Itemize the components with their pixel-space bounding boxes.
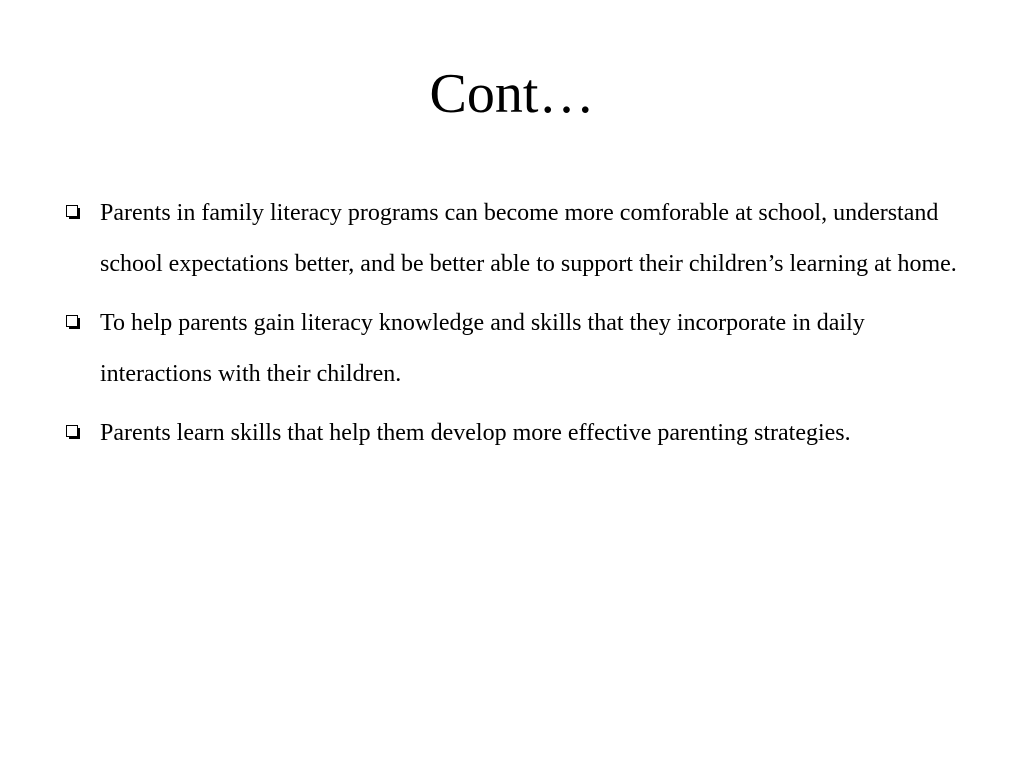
- slide-title: Cont…: [429, 63, 595, 125]
- bullet-item: [62, 298, 982, 400]
- bullet-text: Parents in family literacy programs can become more comforable at school, understand school expectations better, and be better able to support their children’s learning at home.: [100, 200, 957, 277]
- bullet-list: [62, 188, 982, 467]
- bullet-text: To help parents gain literacy knowledge and skills that they incorporate in daily interactions with their children.: [100, 310, 865, 387]
- checkbox-bullet-icon: [66, 425, 78, 437]
- bullet-item: [62, 408, 982, 459]
- bullet-text: Parents learn skills that help them develop more effective parenting strategies.: [100, 420, 851, 446]
- checkbox-bullet-icon: [66, 205, 78, 217]
- bullet-item: [62, 188, 982, 290]
- checkbox-bullet-icon: [66, 315, 78, 327]
